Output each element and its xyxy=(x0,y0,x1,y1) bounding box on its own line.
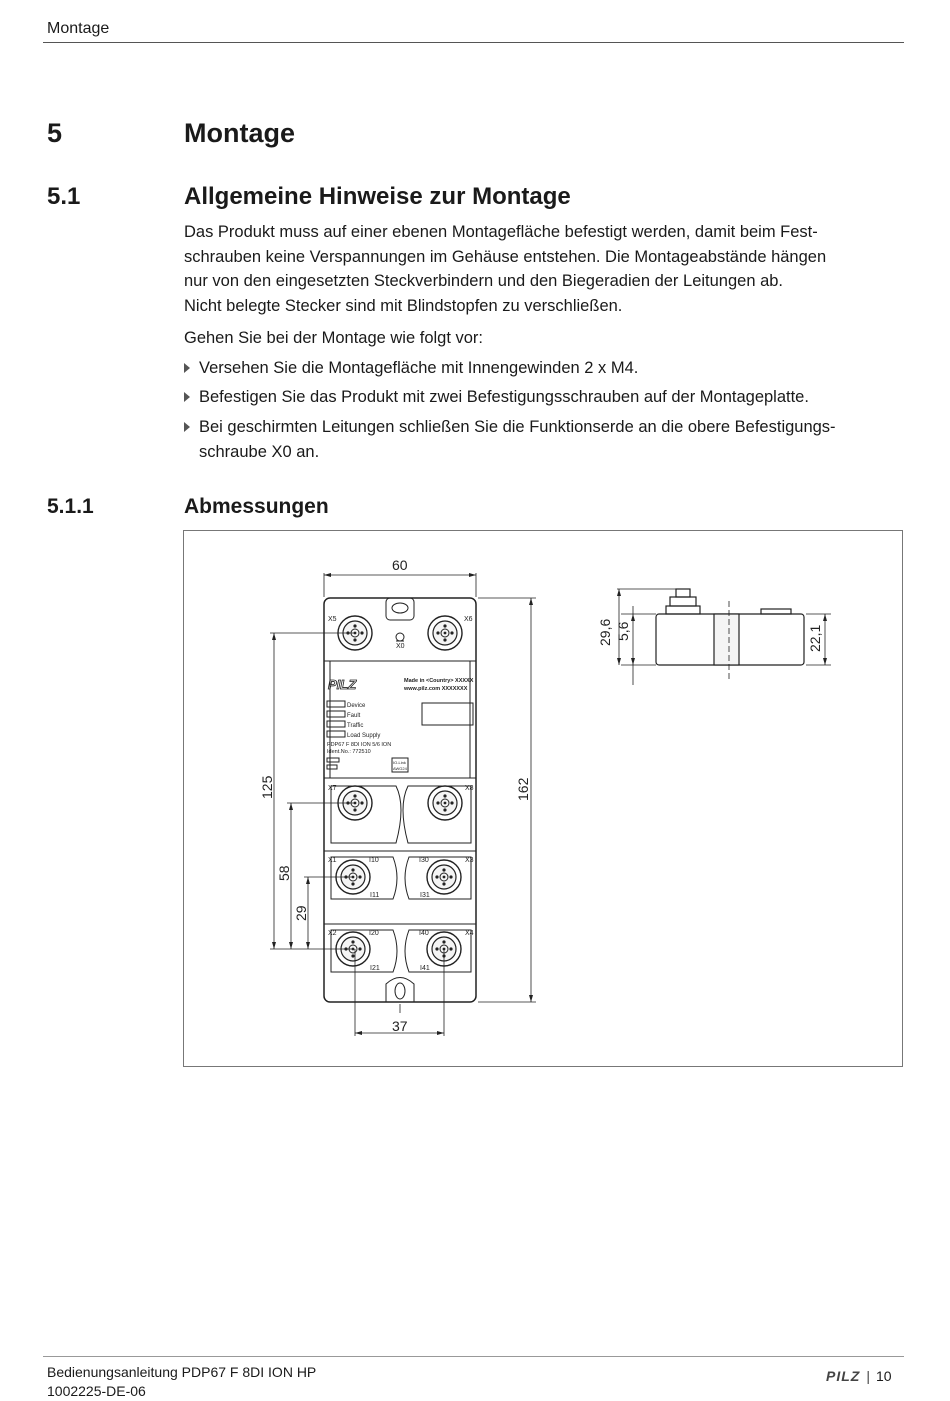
steps-intro: Gehen Sie bei der Montage wie folgt vor: xyxy=(184,329,484,347)
pilz-logo: PILZ xyxy=(826,1368,861,1384)
port-label-i40: I40 xyxy=(419,930,429,937)
port-label-x2: X2 xyxy=(328,930,337,937)
step-text: schraube X0 an. xyxy=(199,442,320,461)
port-label-x5: X5 xyxy=(328,616,337,623)
device-website: www.pilz.com XXXXXXX xyxy=(404,686,468,692)
port-label-x7: X7 xyxy=(328,785,337,792)
port-label-i21: I21 xyxy=(370,965,380,972)
dimension-60: 60 xyxy=(392,557,408,573)
header-rule xyxy=(43,42,904,43)
port-label-x3: X3 xyxy=(465,857,474,864)
dimension-29: 29 xyxy=(293,905,309,921)
paragraph-line: schrauben keine Verspannungen im Gehäuse entstehen. Die Montageabstände hängen xyxy=(184,247,827,266)
led-label-load-supply: Load Supply xyxy=(347,733,381,739)
footer-info xyxy=(47,1363,316,1401)
dimension-22-1: 22,1 xyxy=(807,624,823,652)
side-view xyxy=(656,589,804,665)
device-made-in: Made in <Country> XXXXX xyxy=(404,678,474,684)
port-label-x1: X1 xyxy=(328,857,337,864)
footer-manual-title: Bedienungsanleitung PDP67 F 8DI ION HP xyxy=(47,1364,317,1380)
step-item xyxy=(184,356,894,381)
paragraph-line: nur von den eingesetzten Steckverbindern und den Biegeradien der Leitungen ab. xyxy=(184,272,784,290)
step-text: Versehen Sie die Montagefläche mit Innengewinden 2 x M4. xyxy=(199,359,639,377)
footer-doc-id: 1002225-DE-06 xyxy=(47,1383,146,1399)
step-item xyxy=(184,385,894,410)
led-label-traffic: Traffic xyxy=(347,723,364,729)
running-header: Montage xyxy=(47,20,110,37)
bullet-triangle-icon xyxy=(184,392,190,402)
device-logo: PILZ xyxy=(328,677,357,692)
step-item xyxy=(184,415,894,464)
port-label-i41: I41 xyxy=(420,965,430,972)
device-iolink-label: IO-Link xyxy=(393,760,406,765)
dimension-drawing xyxy=(184,531,902,1066)
bullet-triangle-icon xyxy=(184,363,190,373)
dimension-58: 58 xyxy=(276,865,292,881)
port-label-i11: I11 xyxy=(370,892,380,899)
device-product-line: PDP67 F 8DI ION 5/6 ION xyxy=(327,742,392,748)
dimension-125: 125 xyxy=(259,775,275,799)
chapter-number: 5 xyxy=(47,118,63,148)
footer-page xyxy=(826,1368,892,1384)
paragraph-line: Das Produkt muss auf einer ebenen Montagefläche befestigt werden, damit beim Fest- xyxy=(184,223,818,241)
footer-rule xyxy=(43,1356,904,1357)
led-label-device: Device xyxy=(347,703,366,709)
port-label-x4: X4 xyxy=(465,930,474,937)
page-number: 10 xyxy=(875,1368,892,1384)
led-label-fault: Fault xyxy=(347,713,361,719)
section-paragraph xyxy=(184,220,894,318)
paragraph-line: Nicht belegte Stecker sind mit Blindstopfen zu verschließen. xyxy=(184,296,623,315)
footer-separator: | xyxy=(866,1368,870,1384)
subsection-number: 5.1.1 xyxy=(47,495,94,518)
step-text: Befestigen Sie das Produkt mit zwei Befestigungsschrauben auf der Montageplatte. xyxy=(199,388,809,406)
chapter-title: Montage xyxy=(184,118,295,148)
section-number: 5.1 xyxy=(47,183,81,210)
dimension-37: 37 xyxy=(392,1018,408,1034)
dimension-figure xyxy=(183,530,903,1067)
step-text: Bei geschirmten Leitungen schließen Sie die Funktionserde an die obere Befestigungs- xyxy=(199,418,836,436)
port-label-i10: I10 xyxy=(369,857,379,864)
dimension-162: 162 xyxy=(515,777,531,801)
port-label-x0: X0 xyxy=(396,643,405,650)
device-awg-label: AWG24 xyxy=(393,766,407,771)
subsection-title: Abmessungen xyxy=(184,495,329,518)
dimension-29-6: 29,6 xyxy=(597,618,613,646)
section-title: Allgemeine Hinweise zur Montage xyxy=(184,183,571,210)
port-label-x6: X6 xyxy=(464,616,473,623)
dimension-5-6: 5,6 xyxy=(615,621,631,641)
device-ident-line: Ident.No.: 772510 xyxy=(327,749,371,755)
port-label-i30: I30 xyxy=(419,857,429,864)
port-label-i20: I20 xyxy=(369,930,379,937)
port-label-i31: I31 xyxy=(420,892,430,899)
bullet-triangle-icon xyxy=(184,422,190,432)
port-label-x8: X8 xyxy=(465,785,474,792)
